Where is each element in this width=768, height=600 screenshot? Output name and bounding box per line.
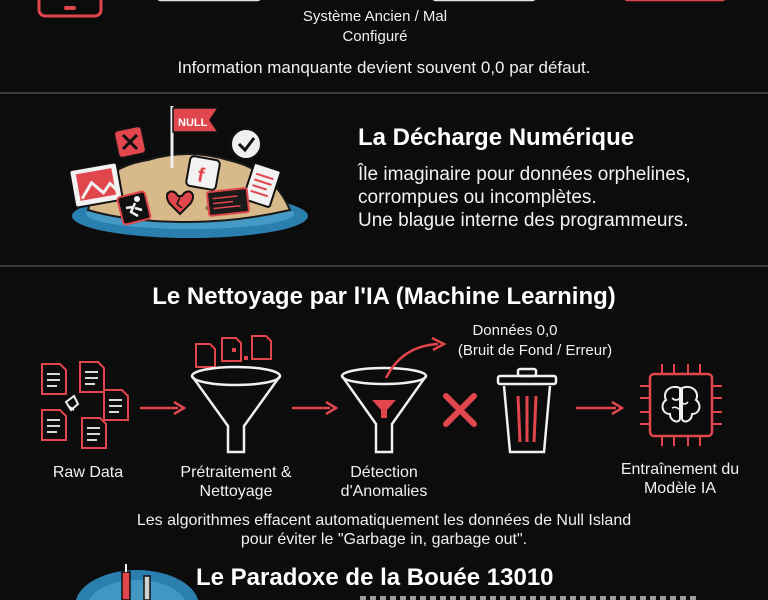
dump-line-1: Île imaginaire pour données orphelines, [358,164,691,185]
ml-summary-line-1: Les algorithmes effacent automatiquement les données de Null Island [136,512,632,529]
dump-title: La Décharge Numérique [358,124,635,151]
arrow-right-icon [138,400,188,416]
ml-summary-line-2: pour éviter le "Garbage in, garbage out". [240,531,528,548]
null-flag-text: NULL [178,117,208,129]
legacy-box-right [622,0,730,4]
section-divider [0,92,768,94]
curved-arrow-icon [380,336,450,380]
step-ai-training: Entraînement du Modèle IA [620,461,740,497]
data-dump-island-illustration [58,98,318,258]
step-preprocessing: Prétraitement & Nettoyage [180,464,292,500]
buoy-title: Le Paradoxe de la Bouée 13010 [196,564,554,591]
legacy-system-label: Système Ancien / Mal Configuré [302,8,448,45]
step-anomaly-detection: Détection d'Anomalies [340,464,428,500]
zero-data-label: Données 0,0 [472,322,558,339]
buoy-illustration [72,562,202,600]
dump-line-3: Une blague interne des programmeurs. [358,210,689,231]
ai-chip-brain-icon [636,360,726,450]
trash-can-icon [492,366,562,456]
ml-title: Le Nettoyage par l'IA (Machine Learning) [152,283,616,310]
zero-data-sublabel: (Bruit de Fond / Erreur) [457,342,613,359]
step-raw-data: Raw Data [52,464,124,481]
dump-line-2: corrompues ou incomplètes. [358,187,597,208]
raw-data-documents-icon [38,360,134,452]
legacy-box-left [155,0,265,4]
buoy-text-cutoff [360,596,700,600]
section-divider [0,265,768,267]
legacy-box-middle [430,0,540,4]
default-zero-note: Information manquante devient souvent 0,0 par défaut. [177,58,591,77]
reject-x-icon [440,390,480,430]
svg-text:f: f [195,164,207,188]
preprocessing-funnel-icon [186,330,286,456]
arrow-right-icon [290,400,340,416]
tablet-icon [35,0,105,20]
arrow-right-icon [574,400,626,416]
